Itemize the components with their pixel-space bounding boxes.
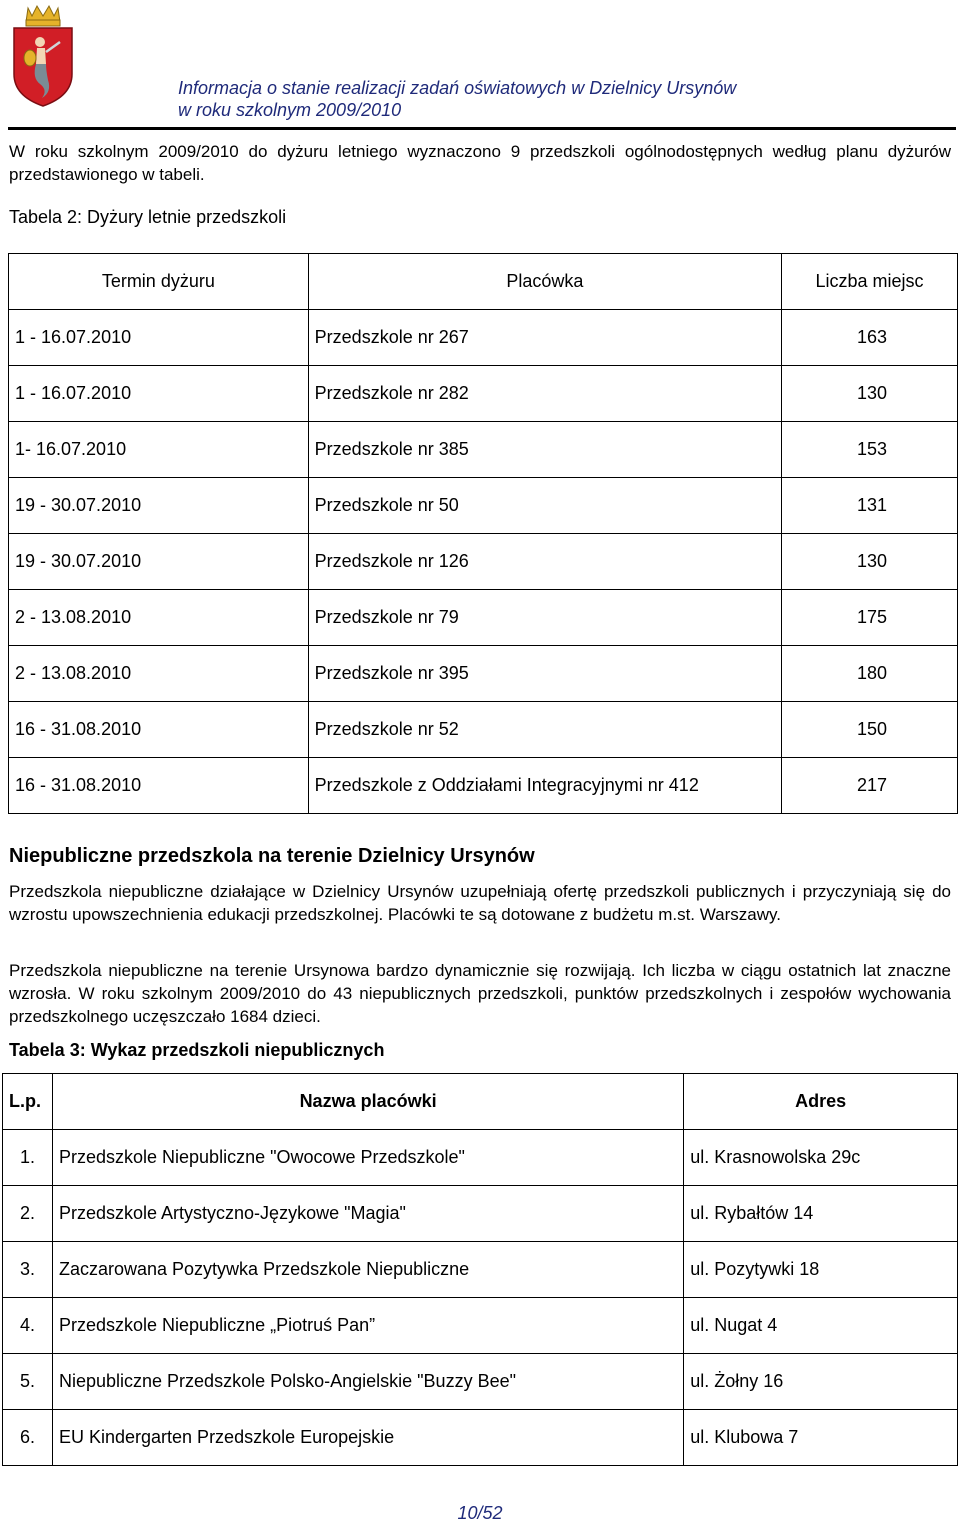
- kindergarten-address: ul. Żołny 16: [684, 1354, 958, 1410]
- intro-paragraph: W roku szkolnym 2009/2010 do dyżuru letniego wyznaczono 9 przedszkoli ogólnodostępnych według planu dyżurów przedstawionego w tabeli.: [9, 142, 951, 184]
- places-count: 131: [782, 478, 958, 534]
- table-row: [3, 1130, 958, 1186]
- table-row: [9, 758, 958, 814]
- kindergarten-address: ul. Nugat 4: [684, 1298, 958, 1354]
- places-count: 150: [782, 702, 958, 758]
- institution-name: Przedszkole nr 126: [308, 534, 781, 590]
- places-count: 130: [782, 534, 958, 590]
- institution-name: Przedszkole nr 267: [308, 310, 781, 366]
- kindergarten-name: EU Kindergarten Przedszkole Europejskie: [52, 1410, 683, 1466]
- table-row: [9, 366, 958, 422]
- row-number: 4.: [3, 1298, 53, 1354]
- kindergarten-address: ul. Klubowa 7: [684, 1410, 958, 1466]
- duty-term: 19 - 30.07.2010: [9, 478, 309, 534]
- table-row: [3, 1242, 958, 1298]
- table-header-row: [9, 254, 958, 310]
- column-header-name: Nazwa placówki: [52, 1074, 683, 1130]
- kindergarten-name: Niepubliczne Przedszkole Polsko-Angielskie "Buzzy Bee": [52, 1354, 683, 1410]
- duty-term: 19 - 30.07.2010: [9, 534, 309, 590]
- table2-caption: Tabela 2: Dyżury letnie przedszkoli: [9, 207, 287, 227]
- institution-name: Przedszkole z Oddziałami Integracyjnymi nr 412: [308, 758, 781, 814]
- institution-name: Przedszkole nr 79: [308, 590, 781, 646]
- places-count: 180: [782, 646, 958, 702]
- table-header-row: [3, 1074, 958, 1130]
- places-count: 175: [782, 590, 958, 646]
- institution-name: Przedszkole nr 385: [308, 422, 781, 478]
- row-number: 6.: [3, 1410, 53, 1466]
- table-row: [9, 702, 958, 758]
- duty-term: 1- 16.07.2010: [9, 422, 309, 478]
- header-title-line-1: Informacja o stanie realizacji zadań oświatowych w Dzielnicy Ursynów: [178, 78, 737, 98]
- kindergarten-name: Przedszkole Niepubliczne „Piotruś Pan”: [52, 1298, 683, 1354]
- kindergarten-address: ul. Pozytywki 18: [684, 1242, 958, 1298]
- kindergarten-name: Przedszkole Niepubliczne "Owocowe Przedszkole": [52, 1130, 683, 1186]
- row-number: 2.: [3, 1186, 53, 1242]
- table-row: [9, 534, 958, 590]
- table-row: [3, 1186, 958, 1242]
- table-row: [3, 1298, 958, 1354]
- header-title-line-2: w roku szkolnym 2009/2010: [178, 100, 402, 120]
- column-header-places: Liczba miejsc: [782, 254, 958, 310]
- institution-name: Przedszkole nr 395: [308, 646, 781, 702]
- row-number: 3.: [3, 1242, 53, 1298]
- kindergarten-name: Przedszkole Artystyczno-Językowe "Magia": [52, 1186, 683, 1242]
- column-header-term: Termin dyżuru: [9, 254, 309, 310]
- duty-term: 2 - 13.08.2010: [9, 646, 309, 702]
- places-count: 130: [782, 366, 958, 422]
- document-header-title: [178, 77, 798, 121]
- institution-name: Przedszkole nr 282: [308, 366, 781, 422]
- table-row: [9, 590, 958, 646]
- column-header-address: Adres: [684, 1074, 958, 1130]
- duty-term: 1 - 16.07.2010: [9, 310, 309, 366]
- section-paragraph-2: Przedszkola niepubliczne na terenie Ursynowa bardzo dynamicznie się rozwijają. Ich liczba w ciągu ostatnich lat znaczne wzrosła. W roku szkolnym 2009/2010 do 43 niepublicznych przedszkoli, punktów przedszkolnych i zespołów wychowania przedszkolnego uczęszczało 1684 dzieci.: [9, 961, 951, 1026]
- header-divider: [8, 127, 956, 130]
- duty-term: 16 - 31.08.2010: [9, 702, 309, 758]
- duty-term: 1 - 16.07.2010: [9, 366, 309, 422]
- warsaw-coat-of-arms-icon: [10, 4, 76, 108]
- table-row: [9, 310, 958, 366]
- section-paragraph-1: Przedszkola niepubliczne działające w Dzielnicy Ursynów uzupełniają ofertę przedszkoli publicznych i przyczyniają się do wzrostu upowszechnienia edukacji przedszkolnej. Placówki te są dotowane z budżetu m.st. Warszawy.: [9, 882, 951, 924]
- section-title: Niepubliczne przedszkola na terenie Dzielnicy Ursynów: [9, 845, 535, 867]
- row-number: 5.: [3, 1354, 53, 1410]
- table-row: [3, 1410, 958, 1466]
- page-number: 10/52: [457, 1503, 503, 1523]
- table3-caption: Tabela 3: Wykaz przedszkoli niepublicznych: [9, 1040, 385, 1060]
- page-header: [0, 0, 960, 132]
- duty-term: 2 - 13.08.2010: [9, 590, 309, 646]
- column-header-institution: Placówka: [308, 254, 781, 310]
- column-header-number: L.p.: [3, 1074, 53, 1130]
- kindergarten-address: ul. Rybałtów 14: [684, 1186, 958, 1242]
- kindergarten-name: Zaczarowana Pozytywka Przedszkole Niepubliczne: [52, 1242, 683, 1298]
- table-row: [9, 478, 958, 534]
- non-public-kindergartens-table: [2, 1073, 958, 1466]
- table-row: [9, 422, 958, 478]
- summer-duty-table: [8, 253, 958, 814]
- places-count: 153: [782, 422, 958, 478]
- table-row: [9, 646, 958, 702]
- duty-term: 16 - 31.08.2010: [9, 758, 309, 814]
- places-count: 217: [782, 758, 958, 814]
- row-number: 1.: [3, 1130, 53, 1186]
- kindergarten-address: ul. Krasnowolska 29c: [684, 1130, 958, 1186]
- places-count: 163: [782, 310, 958, 366]
- institution-name: Przedszkole nr 50: [308, 478, 781, 534]
- institution-name: Przedszkole nr 52: [308, 702, 781, 758]
- table-row: [3, 1354, 958, 1410]
